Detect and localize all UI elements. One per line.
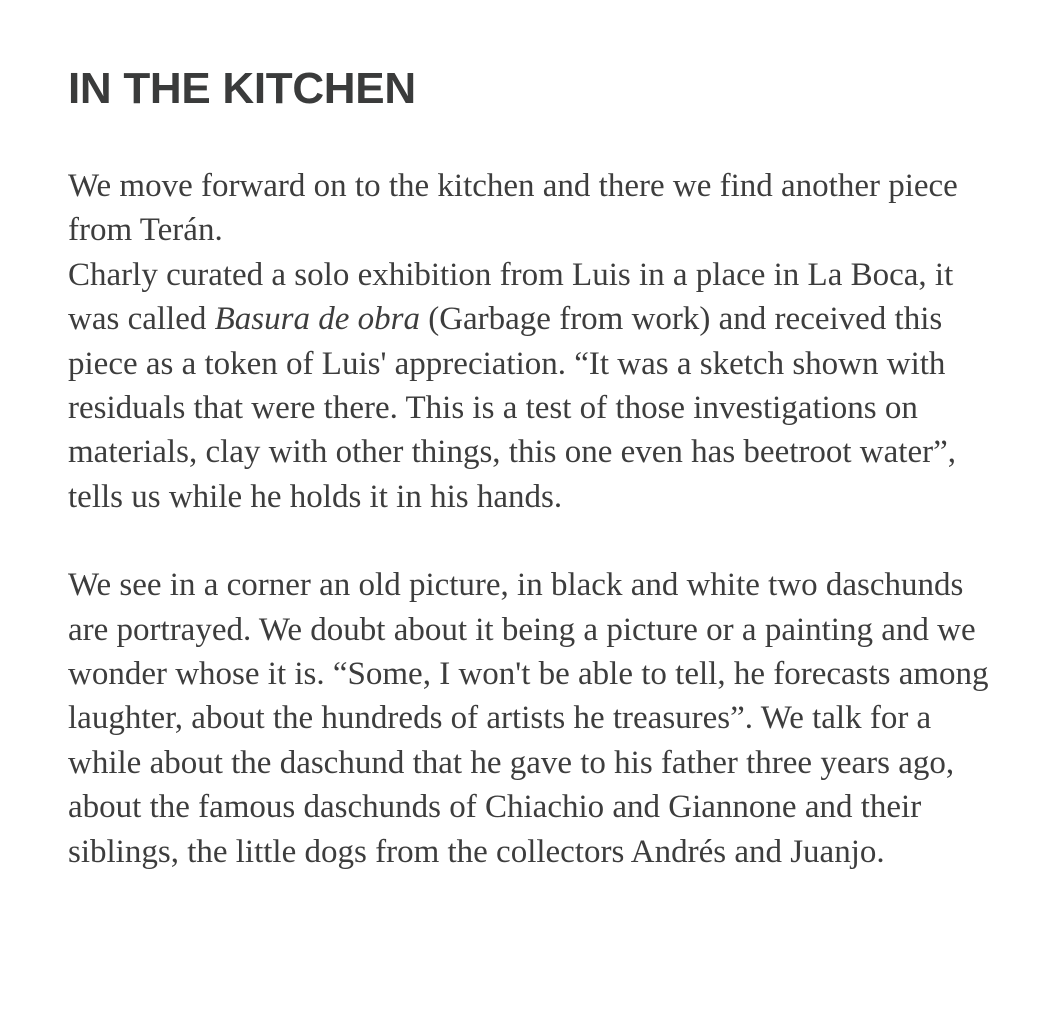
- paragraph-daschund-picture: We see in a corner an old picture, in black and white two daschunds are portrayed. We doubt about it being a picture or a painting and we wonder whose it is. “Some, I won't be able to tell, he forecasts among laughter, about the hundreds of artists he treasures”. We talk for a while about the daschund that he gave to his father three years ago, about the famous daschunds of Chiachio and Giannone and their siblings, the little dogs from the collectors Andrés and Juanjo.: [68, 567, 989, 870]
- paragraph-text: (Garbage from work) and received this piece as a token of Luis' appreciation. “It was a sketch shown with residuals that were there. This is a test of those investigations on materials, clay with other things, this one even has beetroot water”, tells us while he holds it in his hands.: [68, 301, 956, 515]
- article: [68, 60, 1008, 874]
- paragraph-text: Charly curated a solo exhibition from Luis in a place in La Boca, it was called: [68, 256, 954, 338]
- paragraph-kitchen-piece: [68, 164, 1008, 519]
- paragraph-text: We move forward on to the kitchen and there we find another piece from Terán.: [68, 168, 958, 249]
- section-heading: IN THE KITCHEN: [68, 64, 416, 113]
- exhibition-title: Basura de obra: [214, 301, 420, 338]
